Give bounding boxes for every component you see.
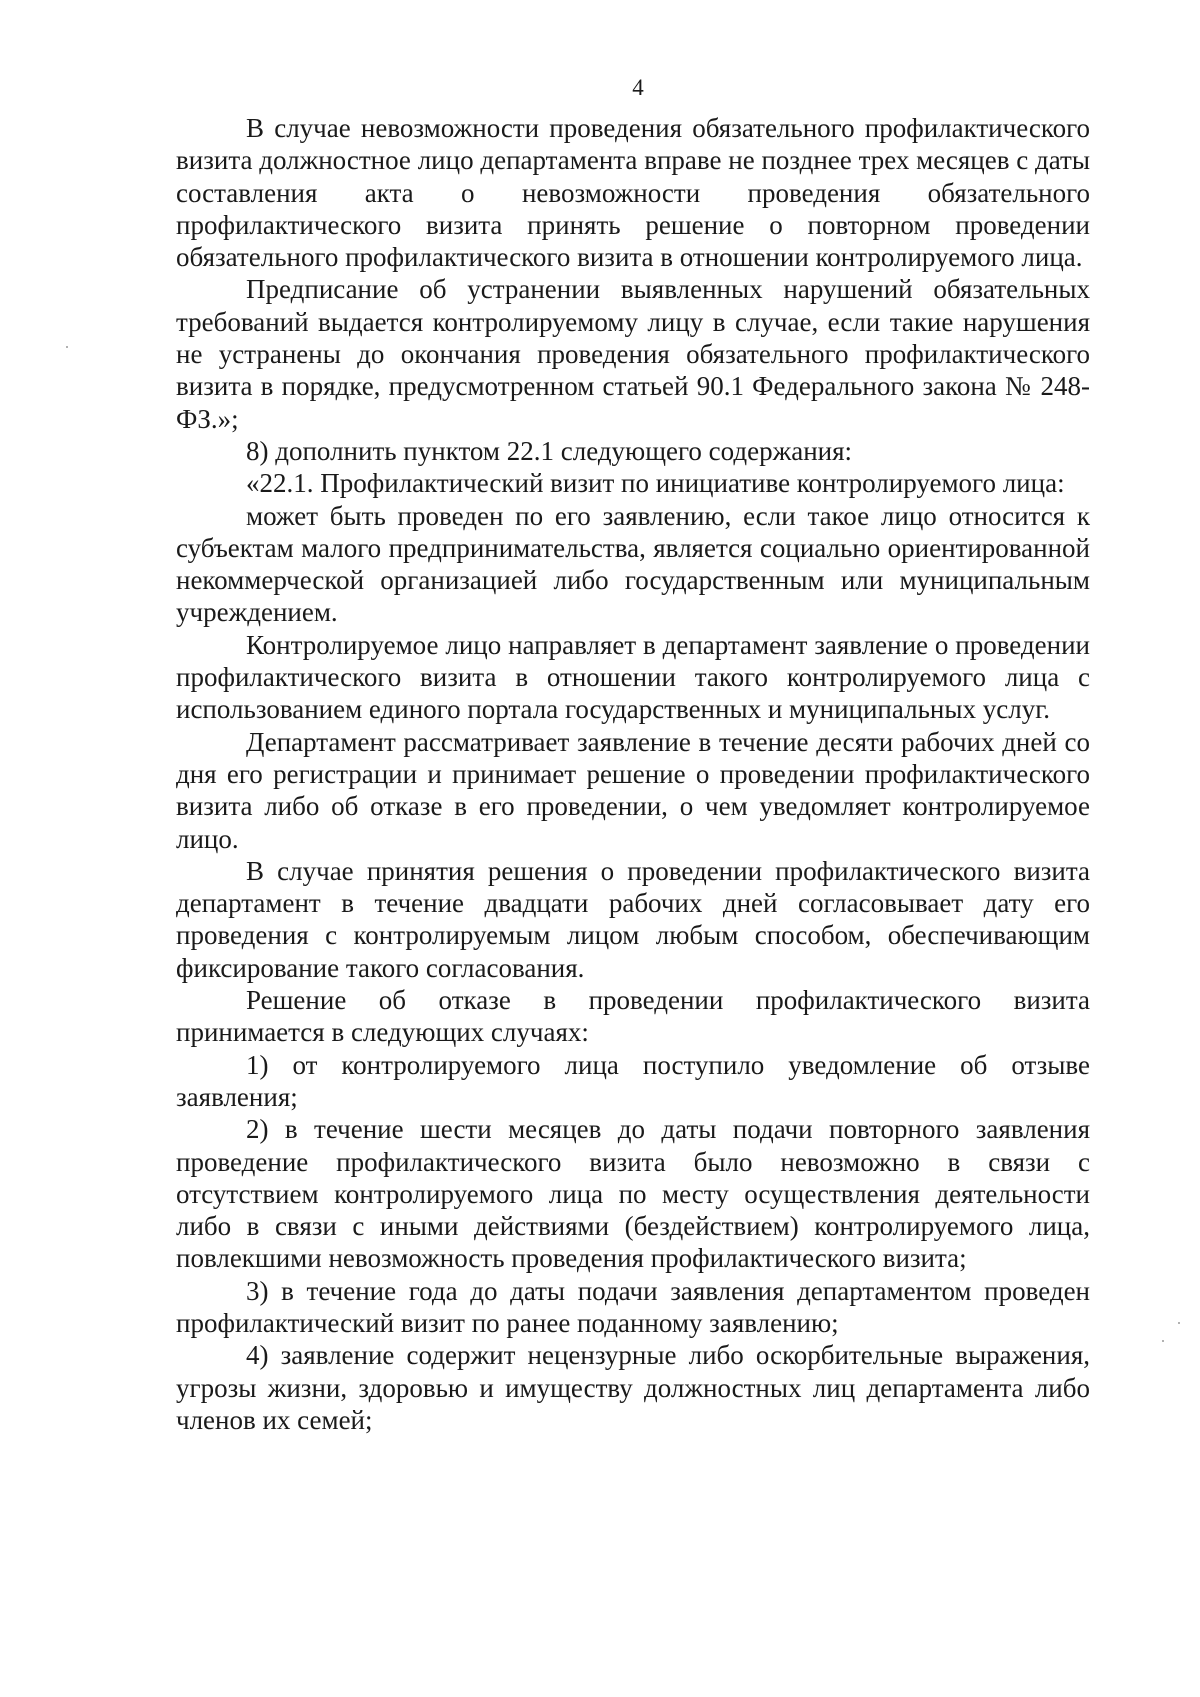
document-body xyxy=(176,112,1090,1436)
scan-speck xyxy=(66,346,68,348)
paragraph-eligibility: может быть проведен по его заявлению, если такое лицо относится к субъектам малого предпринимательства, является социально ориентированной некоммерческой организацией либо государственным или муниципальным учреждением. xyxy=(176,500,1090,628)
paragraph-clause-22-1-heading: «22.1. Профилактический визит по инициативе контролируемого лица: xyxy=(246,468,1065,499)
paragraph-application-review: Департамент рассматривает заявление в течение десяти рабочих дней со дня его регистрации и принимает решение о проведении профилактического визита либо об отказе в его проведении, о чем уведомляет контролируемое лицо. xyxy=(176,726,1090,854)
paragraph-refusal-cases: Решение об отказе в проведении профилактического визита принимается в следующих случаях: xyxy=(176,985,1090,1048)
scan-speck xyxy=(1162,1340,1164,1342)
scan-speck xyxy=(1178,1322,1180,1324)
list-item-1: 1) от контролируемого лица поступило уведомление об отзыве заявления; xyxy=(176,1049,1090,1112)
paragraph-amendment-8: 8) дополнить пунктом 22.1 следующего содержания: xyxy=(246,435,853,466)
list-item-3: 3) в течение года до даты подачи заявления департаментом проведен профилактический визит по ранее поданному заявлению; xyxy=(176,1275,1090,1338)
paragraph-date-agreement: В случае принятия решения о проведении профилактического визита департамент в течение двадцати рабочих дней согласовывает дату его проведения с контролируемым лицом любым способом, обеспечивающим фиксирование такого согласования. xyxy=(176,855,1090,983)
paragraph-repeat-visit: В случае невозможности проведения обязательного профилактического визита должностное лицо департамента вправе не позднее трех месяцев с даты составления акта о невозможности проведения обязательного профилактического визита принять решение о повторном проведении обязательного профилактического визита в отношении контролируемого лица. xyxy=(176,113,1090,273)
paragraph-prescription: Предписание об устранении выявленных нарушений обязательных требований выдается контролируемому лицу в случае, если такие нарушения не устранены до окончания проведения обязательного профилактического визита в порядке, предусмотренном статьей 90.1 Федерального закона № 248-ФЗ.»; xyxy=(176,274,1090,434)
list-item-4: 4) заявление содержит нецензурные либо оскорбительные выражения, угрозы жизни, здоровью и имуществу должностных лиц департамента либо членов их семей; xyxy=(176,1340,1090,1435)
paragraph-application-submission: Контролируемое лицо направляет в департамент заявление о проведении профилактического визита в отношении такого контролируемого лица с использованием единого портала государственных и муниципальных услуг. xyxy=(176,629,1090,725)
list-item-2: 2) в течение шести месяцев до даты подачи повторного заявления проведение профилактического визита было невозможно в связи с отсутствием контролируемого лица по месту осуществления деятельности либо в связи с иными действиями (бездействием) контролируемого лица, повлекшими невозможность проведения профилактического визита; xyxy=(176,1114,1090,1274)
page-number: 4 xyxy=(632,75,644,100)
